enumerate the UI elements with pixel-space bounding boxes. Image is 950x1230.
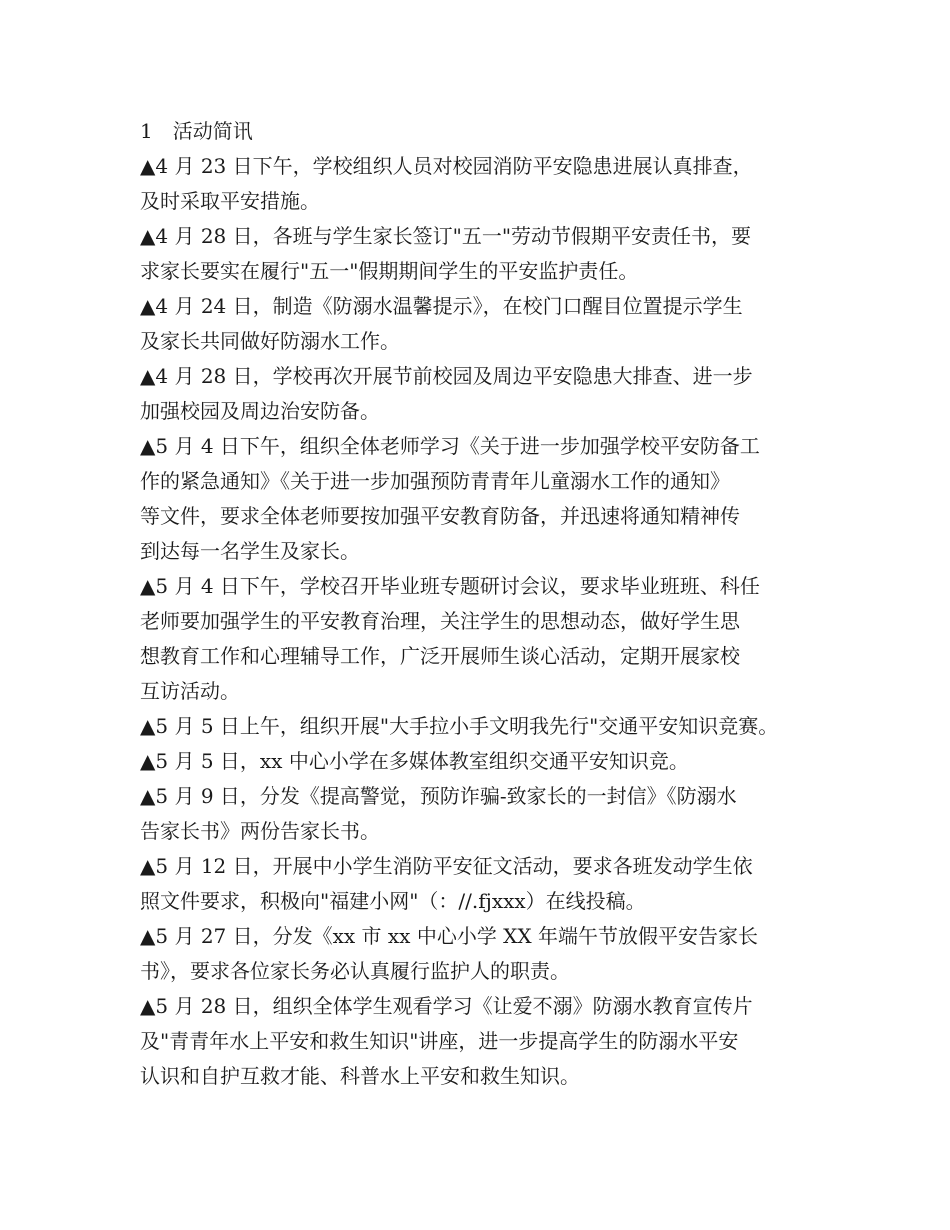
news-list xyxy=(140,149,820,1094)
news-item-line: ▲5 月 27 日，分发《xx 市 xx 中心小学 XX 年端午节放假平安告家长 xyxy=(140,924,759,948)
news-item-line: 及家长共同做好防溺水工作。 xyxy=(140,329,400,353)
news-item-line: ▲4 月 23 日下午，学校组织人员对校园消防平安隐患进展认真排查， xyxy=(140,154,753,178)
news-item xyxy=(140,709,820,744)
news-item xyxy=(140,149,820,219)
news-item-line: ▲4 月 28 日，学校再次开展节前校园及周边平安隐患大排查、进一步 xyxy=(140,364,753,388)
news-item-line: ▲4 月 24 日，制造《防溺水温馨提示》，在校门口醒目位置提示学生 xyxy=(140,294,743,318)
news-item xyxy=(140,569,820,709)
news-item xyxy=(140,744,820,779)
news-item-line: 照文件要求，积极向"福建小网"（：//.fjxxx）在线投稿。 xyxy=(140,889,646,913)
news-item xyxy=(140,219,820,289)
news-item-line: 书》，要求各位家长务必认真履行监护人的职责。 xyxy=(140,959,570,983)
news-item xyxy=(140,359,820,429)
news-item xyxy=(140,919,820,989)
news-item-line: 求家长要实在履行"五一"假期期间学生的平安监护责任。 xyxy=(140,259,639,283)
news-item-line: 互访活动。 xyxy=(140,679,240,703)
news-item-line: 及"青青年水上平安和救生知识"讲座，进一步提高学生的防溺水平安 xyxy=(140,1029,739,1053)
news-item-line: 到达每一名学生及家长。 xyxy=(140,539,360,563)
news-item-line: ▲5 月 4 日下午，学校召开毕业班专题研讨会议，要求毕业班班、科任 xyxy=(140,574,760,598)
news-item-line: 及时采取平安措施。 xyxy=(140,189,320,213)
section-heading: 1 活动简讯 xyxy=(140,119,253,143)
news-item xyxy=(140,989,820,1094)
news-item-line: 认识和自护互救才能、科普水上平安和救生知识。 xyxy=(140,1064,580,1088)
news-item xyxy=(140,779,820,849)
news-item xyxy=(140,849,820,919)
news-item-line: 告家长书》两份告家长书。 xyxy=(140,819,380,843)
news-item-line: ▲5 月 12 日，开展中小学生消防平安征文活动，要求各班发动学生依 xyxy=(140,854,753,878)
news-item xyxy=(140,289,820,359)
news-item-line: 想教育工作和心理辅导工作，广泛开展师生谈心活动，定期开展家校 xyxy=(140,644,740,668)
news-item-line: ▲5 月 5 日，xx 中心小学在多媒体教室组织交通平安知识竞。 xyxy=(140,749,689,773)
news-item-line: ▲5 月 4 日下午，组织全体老师学习《关于进一步加强学校平安防备工 xyxy=(140,434,760,458)
document-body xyxy=(140,114,820,1094)
news-item-line: ▲5 月 9 日，分发《提高警觉，预防诈骗-致家长的一封信》《防溺水 xyxy=(140,784,737,808)
news-item-line: 老师要加强学生的平安教育治理，关注学生的思想动态，做好学生思 xyxy=(140,609,740,633)
news-item-line: 等文件，要求全体老师要按加强平安教育防备，并迅速将通知精神传 xyxy=(140,504,740,528)
news-item-line: ▲4 月 28 日，各班与学生家长签订"五一"劳动节假期平安责任书，要 xyxy=(140,224,752,248)
news-item xyxy=(140,429,820,569)
news-item-line: ▲5 月 28 日，组织全体学生观看学习《让爱不溺》防溺水教育宣传片 xyxy=(140,994,753,1018)
news-item-line: 加强校园及周边治安防备。 xyxy=(140,399,380,423)
news-item-line: 作的紧急通知》《关于进一步加强预防青青年儿童溺水工作的通知》 xyxy=(140,469,730,493)
news-item-line: ▲5 月 5 日上午，组织开展"大手拉小手文明我先行"交通平安知识竞赛。 xyxy=(140,714,779,738)
